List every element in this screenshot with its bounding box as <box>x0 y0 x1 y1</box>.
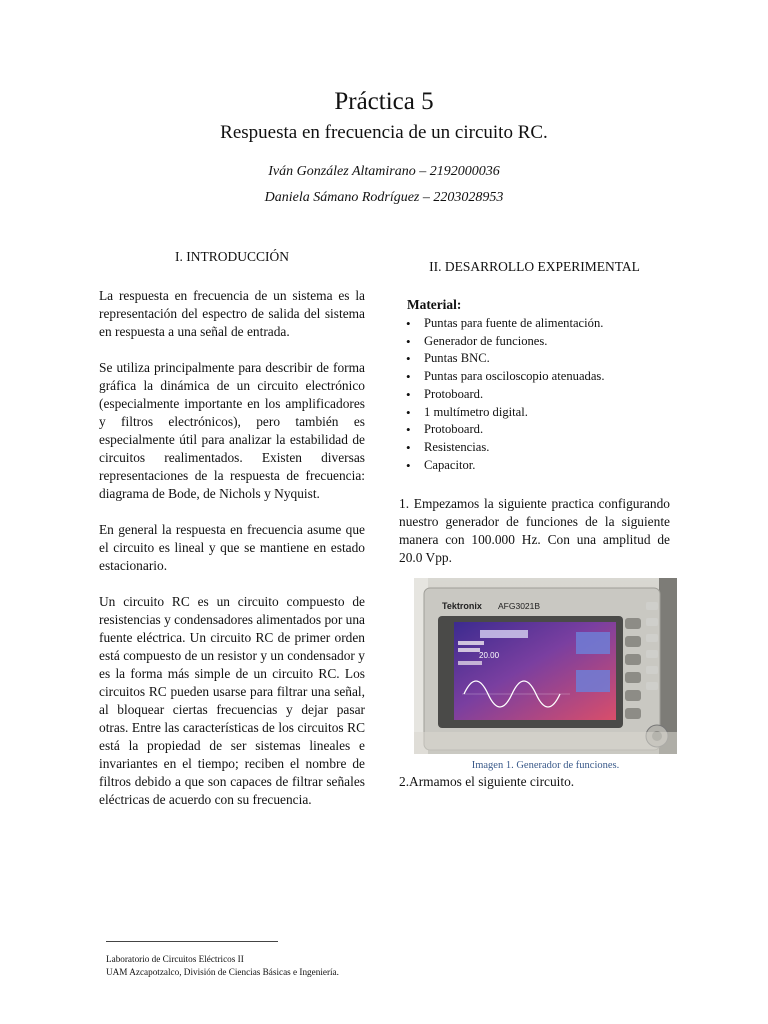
paper-title: Práctica 5 <box>334 88 434 115</box>
introduction-column <box>99 248 365 827</box>
author-2: Daniela Sámano Rodríguez – 2203028953 <box>264 190 504 205</box>
image-caption: Imagen 1. Generador de funciones. <box>471 760 620 771</box>
footnote-rule <box>106 941 278 942</box>
footnote <box>106 953 339 979</box>
author-1: Iván González Altamirano – 2192000036 <box>268 164 500 179</box>
brand-label: Tektronix <box>442 601 482 611</box>
experimental-column <box>399 258 670 567</box>
screen-amplitude: 20.00 <box>479 651 500 660</box>
material-item: • Generador de funciones. <box>424 333 670 351</box>
materials-list <box>399 315 670 474</box>
intro-paragraph-3: En general la respuesta en frecuencia asume que el circuito es lineal y que se mantiene en estado estacionario. <box>99 522 365 573</box>
intro-paragraph-4: Un circuito RC es un circuito compuesto de resistencias y condensadores alimentados por una fuente eléctrica. Un circuito RC de primer orden está compuesto de un resistor y un condensador y es la forma más simple de un circuito RC. Los circuitos RC pueden usarse para filtrar una señal, al bloquear ciertas frecuencias y dejar pasar otras. Entre las características de los circuitos RC está la propiedad de ser sistemas lineales e invariantes en el tiempo; reciben el nombre de filtros debido a que son capaces de filtrar señales eléctricas de acuerdo con su frecuencia. <box>99 594 365 807</box>
footnote-line-1: Laboratorio de Circuitos Eléctricos II <box>106 954 244 964</box>
paper-subtitle: Respuesta en frecuencia de un circuito RC. <box>220 122 548 143</box>
material-item: • Protoboard. <box>424 421 670 439</box>
step-2-text: 2.Armamos el siguiente circuito. <box>399 774 575 789</box>
material-item: • Protoboard. <box>424 386 670 404</box>
function-generator-photo <box>414 578 677 754</box>
model-label: AFG3021B <box>498 601 541 611</box>
material-item: • Puntas para fuente de alimentación. <box>424 315 670 333</box>
introduction-heading: I. INTRODUCCIÓN <box>175 249 289 264</box>
material-item: • Capacitor. <box>424 457 670 475</box>
step-1-text: 1. Empezamos la siguiente practica configurando nuestro generador de funciones de la siguiente manera con 100.000 Hz. Con una amplitud de 20.0 Vpp. <box>399 496 670 566</box>
intro-paragraph-1: La respuesta en frecuencia de un sistema es la representación del espectro de salida del sistema en respuesta a una señal de entrada. <box>99 288 365 339</box>
material-label: Material: <box>407 297 462 312</box>
material-item: • Puntas BNC. <box>424 350 670 368</box>
experimental-heading: II. DESARROLLO EXPERIMENTAL <box>429 259 640 274</box>
intro-paragraph-2: Se utiliza principalmente para describir de forma gráfica la dinámica de un circuito electrónico (especialmente importante en los amplificadores y filtros electrónicos), pero también es especialmente útil para analizar la estabilidad de circuitos realimentados. Existen diversas representaciones de la respuesta de frecuencia: diagrama de Bode, de Nichols y Nyquist. <box>99 360 365 501</box>
footnote-line-2: UAM Azcapotzalco, División de Ciencias Básicas e Ingeniería. <box>106 967 339 977</box>
material-item: • 1 multímetro digital. <box>424 404 670 422</box>
material-item: • Puntas para osciloscopio atenuadas. <box>424 368 670 386</box>
material-item: • Resistencias. <box>424 439 670 457</box>
